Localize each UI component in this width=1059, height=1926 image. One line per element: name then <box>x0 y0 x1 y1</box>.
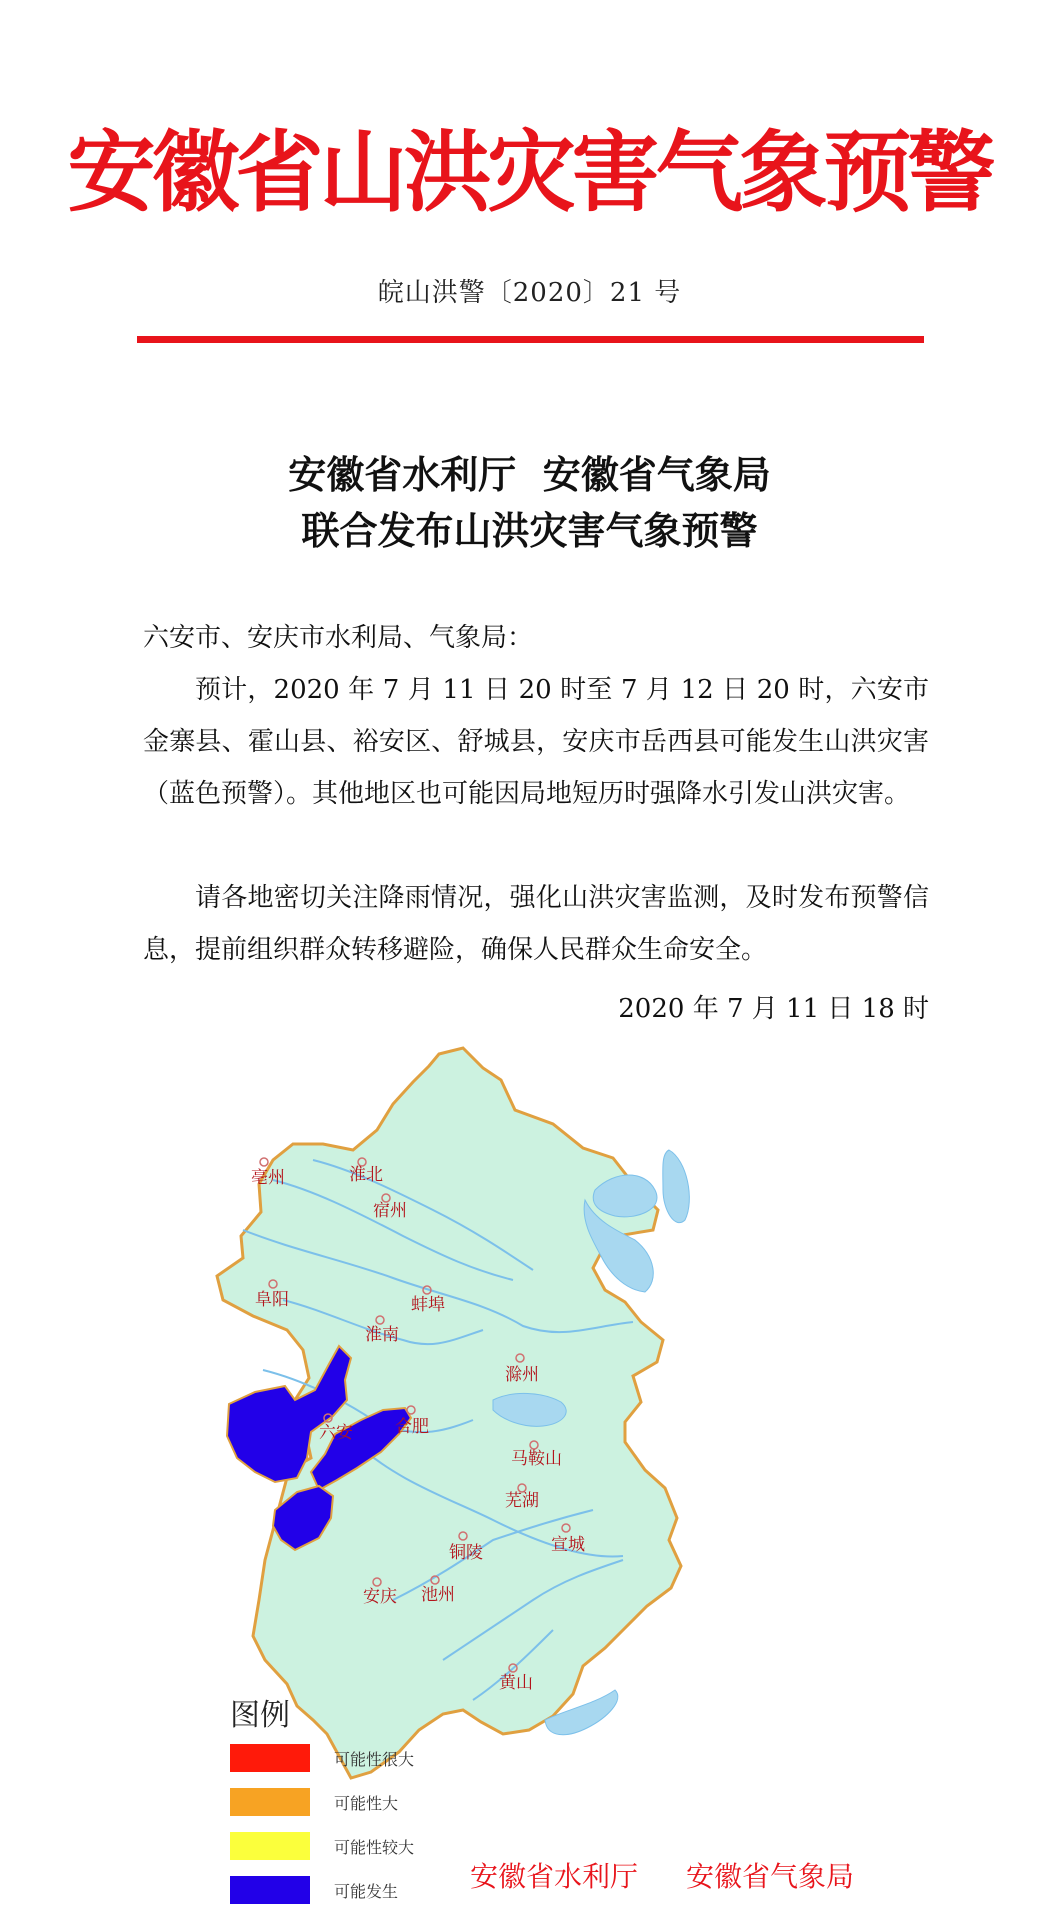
paragraph-2: 请各地密切关注降雨情况，强化山洪灾害监测，及时发布预警信息，提前组织群众转移避险，确保人民群众生命安全。 <box>143 883 929 965</box>
legend-swatch-blue <box>230 1876 310 1904</box>
city-maanshan: 马鞍山 <box>511 1449 562 1469</box>
legend-swatch-yellow <box>230 1832 310 1860</box>
issuer-water-resources: 安徽省水利厅 <box>470 1860 639 1893</box>
city-huangshan: 黄山 <box>499 1673 533 1693</box>
title-line-2: 联合发布山洪灾害气象预警 <box>301 509 758 553</box>
city-chizhou: 池州 <box>421 1585 455 1605</box>
city-suzhou: 宿州 <box>373 1201 407 1221</box>
city-fuyang: 阜阳 <box>255 1290 289 1310</box>
masthead-title: 安徽省山洪灾害气象预警 <box>67 120 992 224</box>
legend-label: 可能性大 <box>334 1794 399 1813</box>
issuer-meteorological: 安徽省气象局 <box>686 1860 855 1893</box>
city-hefei: 合肥 <box>395 1417 429 1437</box>
paragraph-1: 预计，2020 年 7 月 11 日 20 时至 7 月 12 日 20 时，六安市金寨县、霍山县、裕安区、舒城县，安庆市岳西县可能发生山洪灾害（蓝色预警）。其他地区也可能因局地短历时强降水引发山洪灾害。 <box>143 675 929 809</box>
legend-title: 图例 <box>230 1698 290 1733</box>
city-xuancheng: 宣城 <box>551 1535 585 1555</box>
legend-label: 可能发生 <box>334 1882 399 1901</box>
city-chuzhou: 滁州 <box>505 1365 539 1385</box>
map-legend <box>224 1690 415 1901</box>
legend-label: 可能性很大 <box>334 1750 415 1769</box>
city-bozhou: 亳州 <box>251 1168 285 1188</box>
city-bengbu: 蚌埠 <box>411 1295 445 1315</box>
city-tongling: 铜陵 <box>449 1543 483 1563</box>
addressee: 六安市、安庆市水利局、气象局： <box>143 623 534 653</box>
legend-swatch-orange <box>230 1788 310 1816</box>
legend-swatch-red <box>230 1744 310 1772</box>
legend-label: 可能性较大 <box>334 1838 415 1857</box>
anhui-warning-map <box>215 1040 855 1800</box>
issue-date: 2020 年 7 月 11 日 18 时 <box>618 994 929 1024</box>
red-divider <box>137 336 924 343</box>
title-line-1: 安徽省水利厅 安徽省气象局 <box>288 453 771 497</box>
city-huaibei: 淮北 <box>349 1165 383 1185</box>
city-luan: 六安 <box>319 1423 353 1443</box>
city-anqing: 安庆 <box>363 1587 397 1607</box>
city-wuhu: 芜湖 <box>505 1491 539 1511</box>
document-number: 皖山洪警〔2020〕21 号 <box>377 278 682 308</box>
city-huainan: 淮南 <box>365 1325 399 1345</box>
